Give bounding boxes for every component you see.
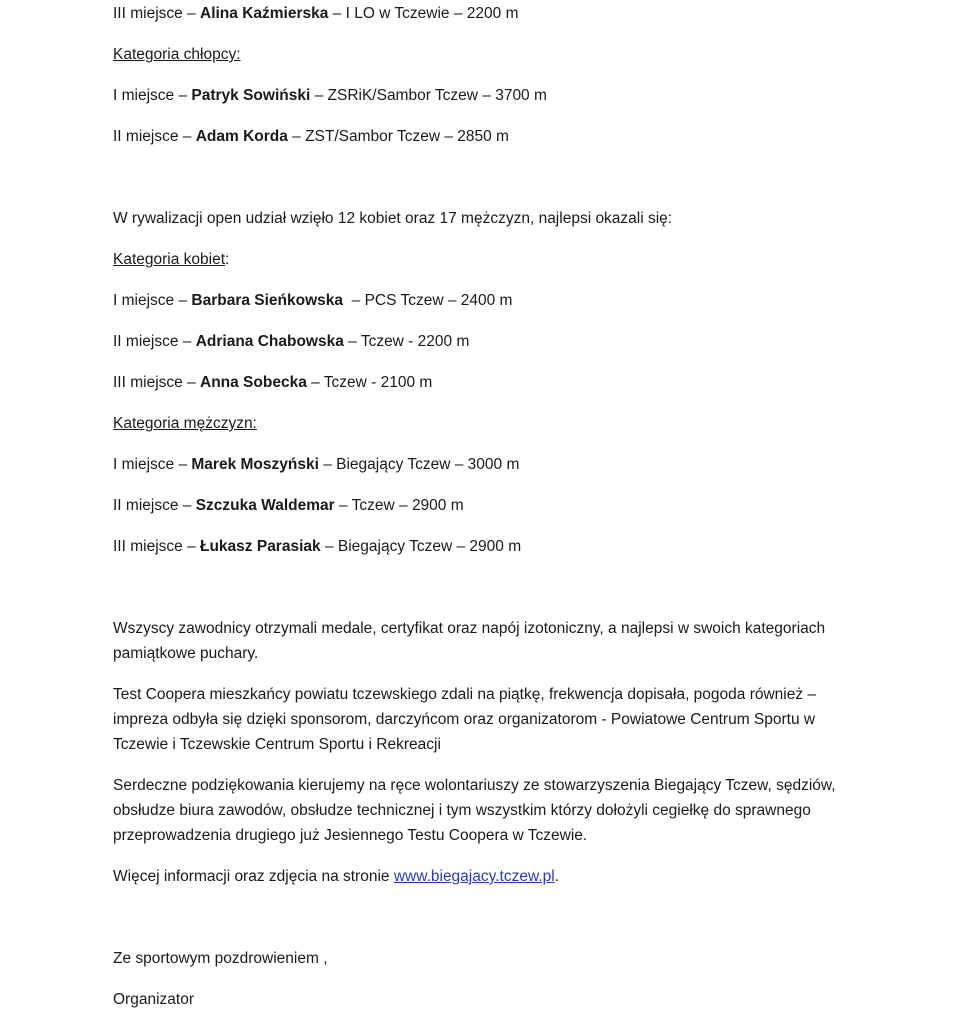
result-boys-1st [113, 83, 861, 108]
signature-closing [113, 946, 861, 971]
category-heading-men [113, 411, 861, 436]
result-women-3rd [113, 370, 861, 395]
text-run: . [554, 868, 559, 885]
text-run: – Tczew – 2900 m [334, 497, 464, 514]
result-women-2nd [113, 329, 861, 354]
text-run: Anna Sobecka [200, 374, 307, 391]
para-more-info [113, 864, 861, 889]
result-boys-2nd [113, 124, 861, 149]
text-run: Łukasz Parasiak [200, 538, 321, 555]
text-run: – Biegający Tczew – 3000 m [318, 456, 520, 473]
blank-line [113, 575, 861, 600]
result-men-1st [113, 452, 861, 477]
text-run: Barbara Sieńkowska [191, 292, 344, 309]
website-link[interactable]: www.biegajacy.tczew.pl [393, 868, 555, 885]
result-men-3rd [113, 534, 861, 559]
text-run: II miejsce – [113, 333, 196, 350]
text-run: Patryk Sowiński [191, 87, 311, 104]
blank-line [113, 905, 861, 930]
intro-open-category [113, 206, 861, 231]
text-run: W rywalizacji open udział wzięło 12 kobiet oraz 17 mężczyzn, najlepsi okazali się: [113, 210, 673, 227]
result-men-2nd [113, 493, 861, 518]
text-run: Kategoria kobiet [113, 251, 226, 268]
result-girls-3rd [113, 1, 861, 26]
text-run: Wszyscy zawodnicy otrzymali medale, certyfikat oraz napój izotoniczny, a najlepsi w swoich kategoriach pamiątkowe puchary. [113, 620, 830, 662]
text-run: Test Coopera mieszkańcy powiatu tczewskiego zdali na piątkę, frekwencja dopisała, pogoda również – impreza odbyła się dzięki sponsorom, darczyńcom oraz organizatorom - Powiatowe Centrum Sportu w Tczewie i Tczewskie Centrum Sportu i Rekreacji [113, 686, 821, 753]
blank-line [113, 165, 861, 190]
text-run: I miejsce – [113, 292, 192, 309]
text-run: : [225, 251, 230, 268]
text-run: Organizator [113, 991, 194, 1008]
text-run: II miejsce – [113, 128, 196, 145]
text-run: Adriana Chabowska [195, 333, 344, 350]
text-run: Kategoria mężczyzn: [113, 415, 257, 432]
text-run: Więcej informacji oraz zdjęcia na stronie [113, 868, 394, 885]
para-medals [113, 616, 861, 666]
text-run: II miejsce – [113, 497, 196, 514]
text-run: – Tczew - 2100 m [306, 374, 433, 391]
para-thanks [113, 773, 861, 848]
signature-organizer [113, 987, 861, 1012]
text-run: – ZST/Sambor Tczew – 2850 m [287, 128, 509, 145]
text-run: Marek Moszyński [191, 456, 319, 473]
text-run: III miejsce – [113, 374, 200, 391]
text-run: I miejsce – [113, 456, 192, 473]
result-women-1st [113, 288, 861, 313]
text-run: Ze sportowym pozdrowieniem , [113, 950, 328, 967]
text-run: – ZSRiK/Sambor Tczew – 3700 m [310, 87, 547, 104]
text-run: Serdeczne podziękowania kierujemy na ręce wolontariuszy ze stowarzyszenia Biegający Tczew, sędziów, obsłudze biura zawodów, obsłudze technicznej i tym wszystkim którzy dołożyli cegiełkę do sprawnego przeprowadzenia drugiego już Jesiennego Testu Coopera w Tczewie. [113, 777, 840, 844]
text-run: Kategoria chłopcy: [113, 46, 241, 63]
text-run: – PCS Tczew – 2400 m [343, 292, 513, 309]
text-run: – Biegający Tczew – 2900 m [320, 538, 522, 555]
text-run: III miejsce – [113, 538, 200, 555]
category-heading-women [113, 247, 861, 272]
text-run: I miejsce – [113, 87, 192, 104]
text-run: Szczuka Waldemar [195, 497, 335, 514]
category-heading-boys [113, 42, 861, 67]
para-summary [113, 682, 861, 757]
text-run: III miejsce – [113, 5, 200, 22]
text-run: – I LO w Tczewie – 2200 m [328, 5, 519, 22]
text-run: Adam Korda [195, 128, 288, 145]
text-run: Alina Kaźmierska [200, 5, 329, 22]
text-run: – Tczew - 2200 m [343, 333, 470, 350]
